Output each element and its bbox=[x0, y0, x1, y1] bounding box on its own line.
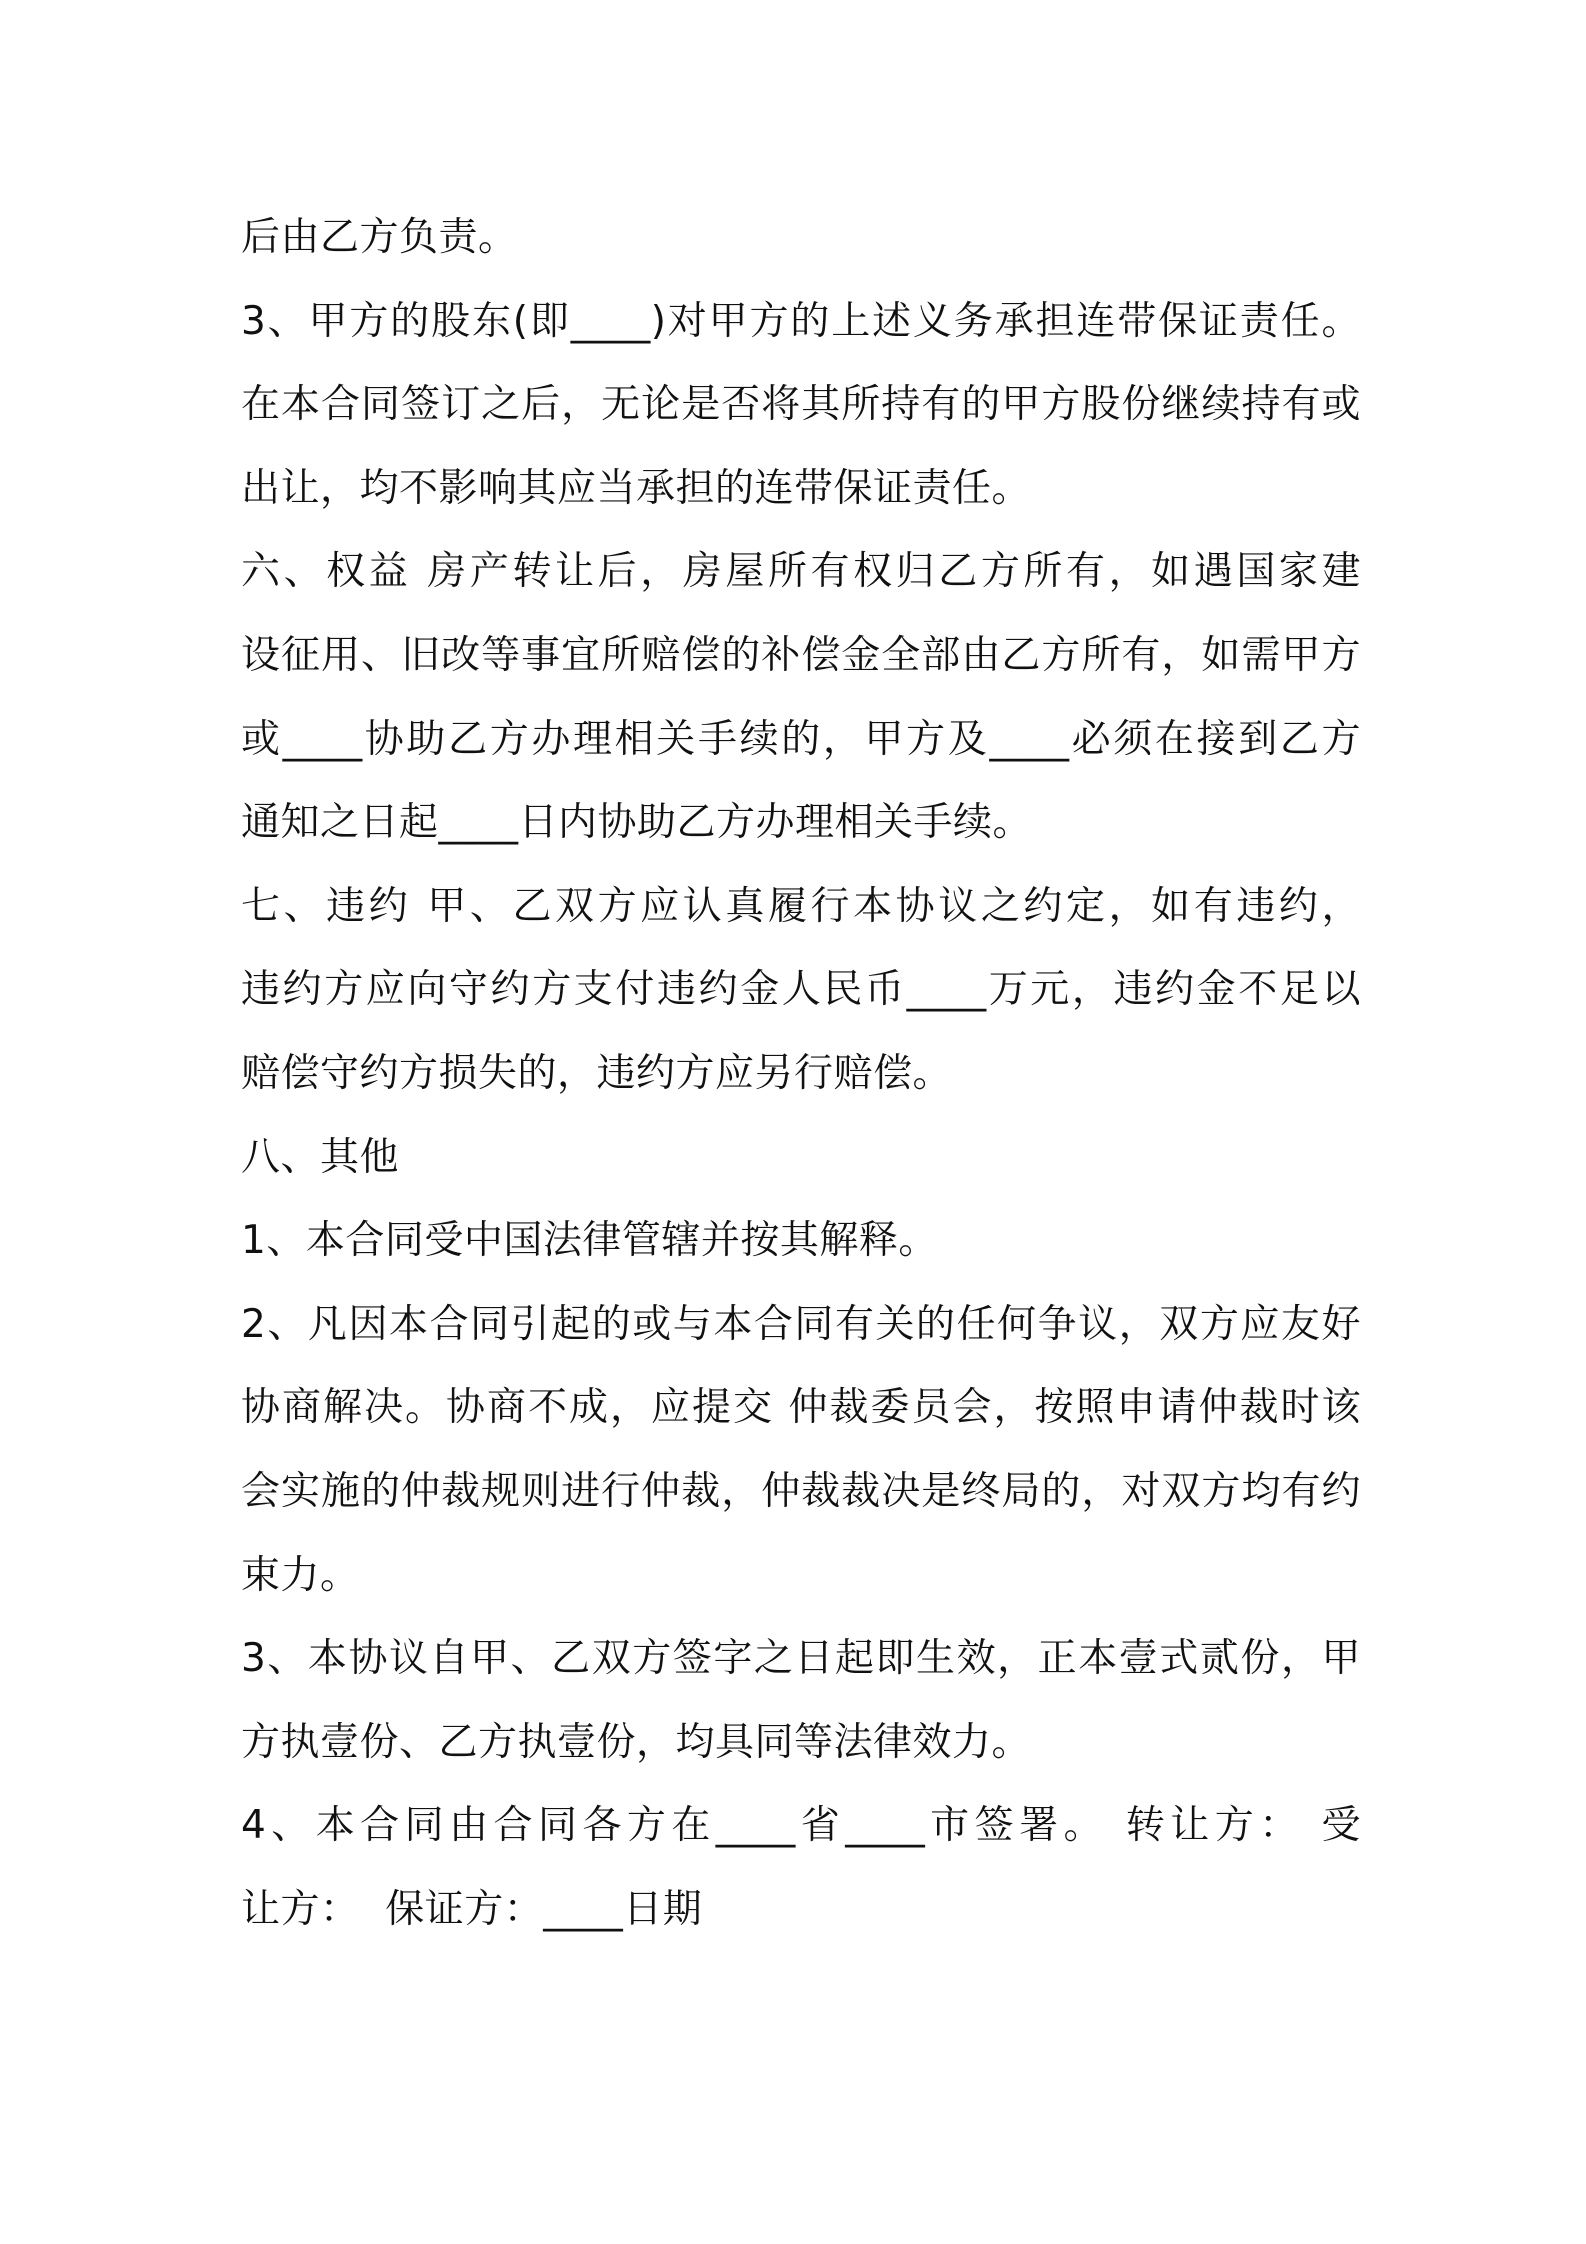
text-line: 3、本协议自甲、乙双方签字之日起即生效，正本壹式贰份，甲 bbox=[241, 1636, 1361, 1682]
text-line: 出让，均不影响其应当承担的连带保证责任。 bbox=[241, 465, 1032, 511]
text-line: 赔偿守约方损失的，违约方应另行赔偿。 bbox=[241, 1050, 953, 1096]
text-line: 后由乙方负责。 bbox=[241, 215, 518, 260]
text-line: 违约方应向守约方支付违约金人民币____万元，违约金不足以 bbox=[241, 967, 1361, 1013]
contract-text bbox=[241, 196, 1361, 1951]
text-line: 3、甲方的股东(即____)对甲方的上述义务承担连带保证责任。 bbox=[241, 298, 1361, 344]
text-line: 在本合同签订之后，无论是否将其所持有的甲方股份继续持有或 bbox=[241, 382, 1361, 428]
text-line: 通知之日起____日内协助乙方办理相关手续。 bbox=[241, 800, 1033, 846]
text-line: 束力。 bbox=[241, 1552, 360, 1598]
text-line: 或____协助乙方办理相关手续的，甲方及____必须在接到乙方 bbox=[241, 716, 1361, 762]
text-line: 2、凡因本合同引起的或与本合同有关的任何争议，双方应友好 bbox=[241, 1301, 1361, 1347]
text-line: 会实施的仲裁规则进行仲裁，仲裁裁决是终局的，对双方均有约 bbox=[241, 1468, 1361, 1514]
section-heading: 八、其他 bbox=[241, 1134, 400, 1180]
text-line: 协商解决。协商不成，应提交 仲裁委员会，按照申请仲裁时该 bbox=[241, 1385, 1361, 1431]
text-line: 七、违约 甲、乙双方应认真履行本协议之约定，如有违约， bbox=[241, 883, 1361, 929]
signature-line: 让方： 保证方：____日期 bbox=[241, 1886, 703, 1932]
text-line: 方执壹份、乙方执壹份，均具同等法律效力。 bbox=[241, 1719, 1032, 1765]
text-line: 设征用、旧改等事宜所赔偿的补偿金全部由乙方所有，如需甲方 bbox=[241, 632, 1361, 678]
text-line: 1、本合同受中国法律管辖并按其解释。 bbox=[241, 1218, 938, 1264]
text-line: 六、权益 房产转让后，房屋所有权归乙方所有，如遇国家建 bbox=[241, 549, 1361, 595]
text-line: 4、本合同由合同各方在____省____市签署。 转让方： 受 bbox=[241, 1803, 1361, 1849]
